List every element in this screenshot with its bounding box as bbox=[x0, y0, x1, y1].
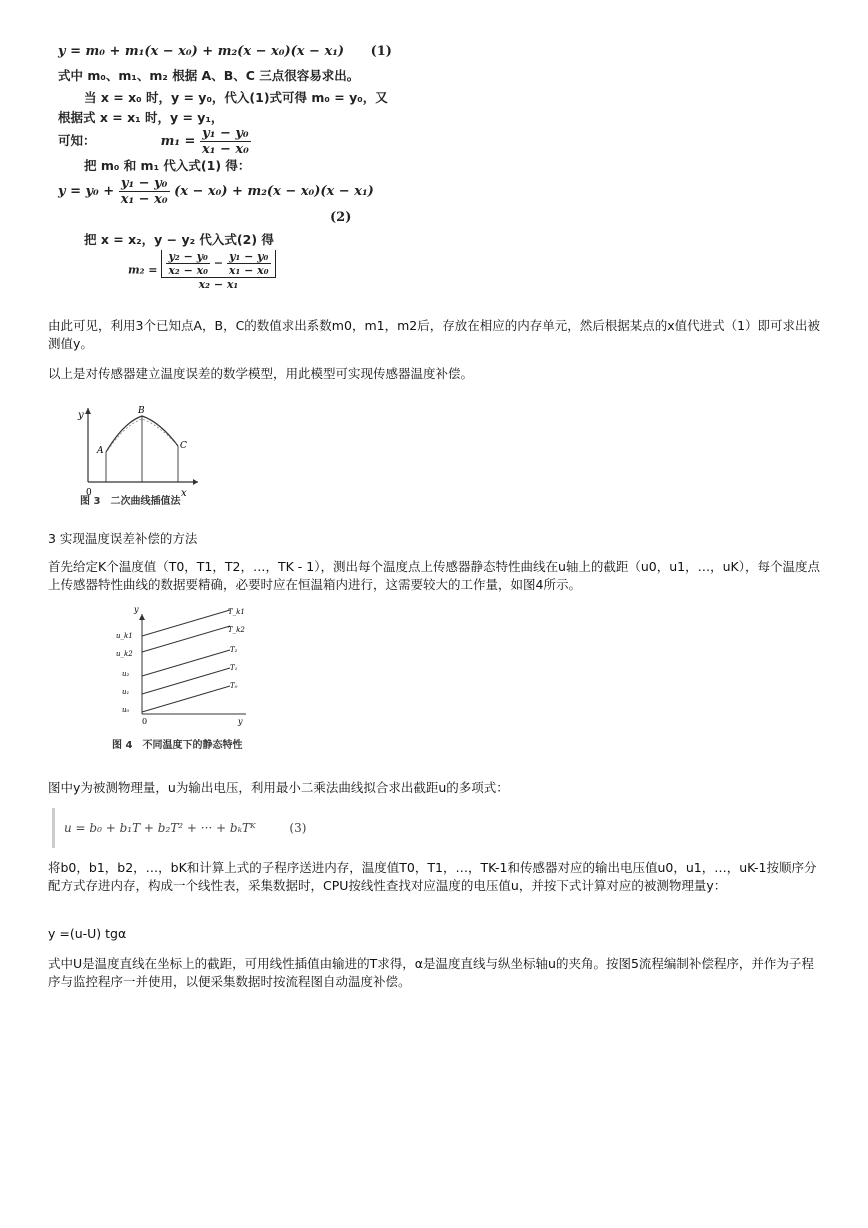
fig4-t1: T₁ bbox=[230, 664, 238, 672]
equation-1-number: (1) bbox=[370, 44, 392, 59]
figure-3-caption: 图 3 二次曲线插值法 bbox=[80, 496, 181, 507]
fig3-x-label: x bbox=[181, 488, 187, 499]
fig4-t0: T₀ bbox=[230, 682, 238, 690]
equation-text-line-2 bbox=[58, 66, 359, 84]
paragraph-6: y =(u-U) tgα bbox=[48, 926, 127, 941]
m2-inner-b bbox=[227, 250, 271, 277]
m2-inner-a-den: x₂ − x₀ bbox=[168, 264, 208, 277]
section-heading-3: 3 实现温度误差补偿的方法 bbox=[48, 531, 198, 546]
eq2-denominator: x₁ − x₀ bbox=[120, 192, 168, 207]
fig4-origin: 0 bbox=[142, 717, 148, 726]
paragraph-2: 以上是对传感器建立温度误差的数学模型，用此模型可实现传感器温度补偿。 bbox=[48, 366, 474, 381]
equation-1 bbox=[58, 44, 392, 59]
eq2-rhs: (x − x₀) + m₂(x − x₀)(x − x₁) bbox=[174, 184, 374, 199]
figure-4 bbox=[112, 600, 258, 726]
paragraph-1: 由此可见，利用3个已知点A，B，C的数值求出系数m0，m1，m2后，存放在相应的内存单元，然后根据某点的x值代进式（1）即可求出被测值y。 bbox=[48, 318, 821, 351]
fig4-x-label: y bbox=[238, 717, 243, 726]
fig4-tk1: T_k1 bbox=[228, 608, 245, 616]
m1-fraction bbox=[200, 126, 251, 157]
equation-text-2: 式中 m₀、m₁、m₂ 根据 A、B、C 三点很容易求出。 bbox=[58, 68, 360, 83]
equation-2-number-row bbox=[330, 210, 351, 225]
equation-2 bbox=[58, 176, 374, 207]
equation-1-body: y = m₀ + m₁(x − x₀) + m₂(x − x₀)(x − x₁) bbox=[58, 44, 345, 59]
figure-4-graphic bbox=[112, 600, 258, 726]
m1-denominator: x₁ − x₀ bbox=[201, 142, 249, 157]
m2-inner-minus: − bbox=[213, 256, 224, 270]
m1-numerator: y₁ − y₀ bbox=[200, 126, 251, 142]
paragraph-4: 图中y为被测物理量，u为输出电压，利用最小二乘法曲线拟合求出截距u的多项式： bbox=[48, 780, 509, 795]
fig3-origin: 0 bbox=[86, 488, 92, 498]
eq2-lhs: y = y₀ + bbox=[58, 184, 115, 199]
equation-text-line-3 bbox=[84, 88, 388, 106]
equation-3 bbox=[64, 821, 306, 835]
m2-lhs: m₂ = bbox=[128, 263, 158, 277]
m2-denominator: x₂ − x₁ bbox=[198, 278, 239, 291]
eq2-numerator: y₁ − y₀ bbox=[119, 176, 170, 192]
equation-text-3: 当 x = x₀ 时，y = y₀，代入(1)式可得 m₀ = y₀，又 bbox=[84, 90, 388, 105]
fig3-point-b: B bbox=[138, 406, 145, 416]
equation-text-line-7 bbox=[84, 230, 274, 248]
equation-3-body: u = b₀ + b₁T + b₂T² + ··· + bₖTᴷ bbox=[64, 821, 256, 835]
equation-text-7: 把 x = x₂，y − y₂ 代入式(2) 得 bbox=[84, 232, 274, 247]
m2-inner-b-num: y₁ − y₀ bbox=[227, 250, 271, 264]
fig4-t2: T₂ bbox=[230, 646, 238, 654]
equation-text-6: 把 m₀ 和 m₁ 代入式(1) 得： bbox=[84, 158, 251, 173]
paragraph-3: 首先给定K个温度值（T0，T1，T2，…，TK - 1），测出每个温度点上传感器静态特性曲线在u轴上的截距（u0，u1，…，uK），每个温度点上传感器特性曲线的数据要精确，必要时应在恒温箱内进行，这需要较大的工作量，如图4所示。 bbox=[48, 559, 820, 592]
m2-numerator bbox=[161, 250, 275, 278]
equation-3-number: (3) bbox=[289, 821, 307, 835]
m1-lhs: m₁ = bbox=[160, 134, 196, 149]
paragraph-7: 式中U是温度直线在坐标上的截距，可用线性插值由输进的T求得，α是温度直线与纵坐标轴u的夹角。按图5流程编制补偿程序，并作为子程序与监控程序一并使用，以便采集数据时按流程图自动温度补偿。 bbox=[48, 956, 814, 989]
fig3-point-c: C bbox=[180, 441, 187, 451]
equation-m1 bbox=[58, 126, 251, 157]
fig4-u2: u₂ bbox=[122, 670, 130, 678]
fig4-tk2: T_k2 bbox=[228, 626, 245, 634]
equation-text-line-6 bbox=[84, 156, 250, 174]
m2-fraction bbox=[161, 250, 275, 291]
fig3-point-a: A bbox=[97, 446, 104, 456]
fig4-uk1: u_k1 bbox=[116, 632, 133, 640]
eq2-fraction bbox=[119, 176, 170, 207]
equation-3-bar bbox=[52, 808, 55, 848]
equation-text-line-4 bbox=[58, 108, 223, 126]
fig4-y-label: y bbox=[134, 605, 139, 614]
fig4-u1: u₁ bbox=[122, 688, 130, 696]
equation-m2 bbox=[128, 250, 276, 291]
equation-2-number: (2) bbox=[330, 210, 352, 225]
fig4-u0: u₀ bbox=[122, 706, 130, 714]
figure-4-caption: 图 4 不同温度下的静态特性 bbox=[112, 740, 243, 751]
fig3-y-label: y bbox=[78, 410, 84, 421]
equation-text-4: 根据式 x = x₁ 时，y = y₁， bbox=[58, 110, 224, 125]
m2-inner-b-den: x₁ − x₀ bbox=[228, 264, 269, 277]
m2-inner-a-num: y₂ − y₀ bbox=[166, 250, 210, 264]
m1-label: 可知： bbox=[58, 133, 96, 148]
fig4-uk2: u_k2 bbox=[116, 650, 133, 658]
paragraph-5: 将b0，b1，b2，…，bK和计算上式的子程序送进内存，温度值T0，T1，…，TK-1和传感器对应的输出电压值u0，u1，…，uK-1按顺序分配方式存进内存，构成一个线性表，采集数据时，CPU按线性查找对应温度的电压值u，并按下式计算对应的被测物理量y： bbox=[48, 860, 817, 893]
m2-inner-a bbox=[166, 250, 210, 277]
